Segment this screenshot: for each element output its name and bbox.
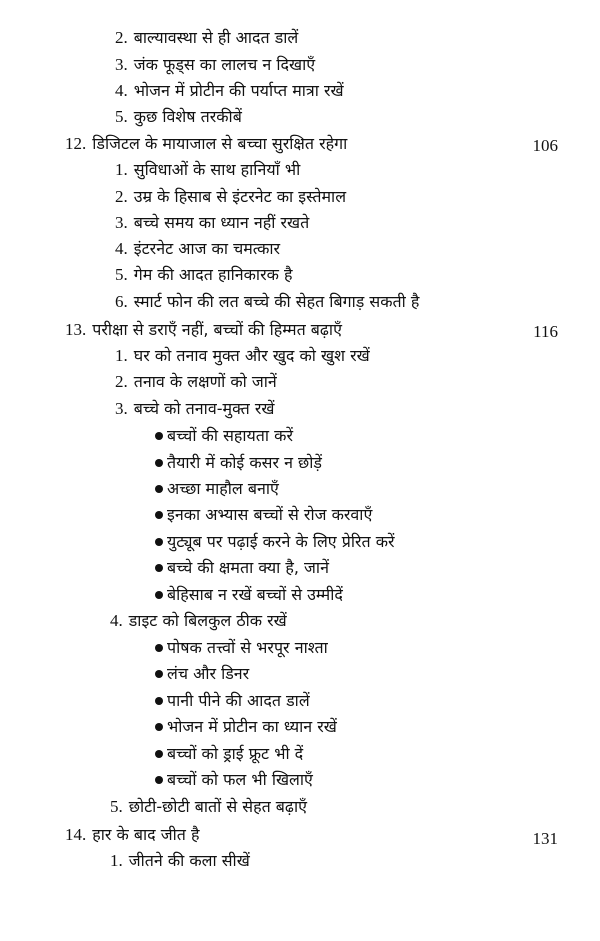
item-text: जीतने की कला सीखें <box>128 851 250 870</box>
bullet-text: बच्चों को फल भी खिलाएँ <box>167 770 313 789</box>
toc-subitem <box>0 210 600 236</box>
bullet-icon <box>155 723 163 731</box>
bullet-text: बेहिसाब न रखें बच्चों से उम्मीदें <box>167 585 343 604</box>
chapter-heading <box>0 131 600 157</box>
bullet-text: तैयारी में कोई कसर न छोड़ें <box>167 453 322 472</box>
item-number: 2. <box>115 372 128 391</box>
toc-subitem <box>0 794 600 820</box>
chapter-page-number: 116 <box>533 322 558 341</box>
bullet-icon <box>155 564 163 572</box>
toc-bullet-item <box>0 476 600 502</box>
toc-bullet-item <box>0 423 600 449</box>
toc-subitem <box>0 157 600 183</box>
bullet-icon <box>155 750 163 758</box>
bullet-text: लंच और डिनर <box>167 664 250 683</box>
bullet-icon <box>155 776 163 784</box>
bullet-icon <box>155 644 163 652</box>
chapter-title: हार के बाद जीत है <box>92 825 200 844</box>
chapter-page-number: 131 <box>532 829 558 848</box>
chapter-number: 14. <box>65 825 87 844</box>
bullet-text: बच्चे की क्षमता क्या है, जानें <box>167 558 329 577</box>
toc-bullet-item <box>0 688 600 714</box>
item-number: 1. <box>115 160 128 179</box>
bullet-icon <box>155 670 163 678</box>
item-text: डाइट को बिलकुल ठीक रखें <box>128 611 287 630</box>
chapter-number: 12. <box>65 134 87 153</box>
toc-bullet-item <box>0 502 600 528</box>
bullet-text: भोजन में प्रोटीन का ध्यान रखें <box>167 717 337 736</box>
item-number: 1. <box>110 851 123 870</box>
chapter-heading <box>0 317 600 343</box>
item-text: बच्चे को तनाव-मुक्त रखें <box>133 399 275 418</box>
bullet-text: इनका अभ्यास बच्चों से रोज करवाएँ <box>167 505 373 524</box>
toc-subitem <box>0 289 600 315</box>
item-number: 3. <box>115 399 128 418</box>
item-number: 4. <box>110 611 123 630</box>
chapter-heading <box>0 822 600 848</box>
item-text: स्मार्ट फोन की लत बच्चे की सेहत बिगाड़ सकती है <box>133 292 420 311</box>
chapter-title: परीक्षा से डराएँ नहीं, बच्चों की हिम्मत बढ़ाएँ <box>92 320 342 339</box>
toc-subitem <box>0 396 600 422</box>
toc-subitem <box>0 25 600 51</box>
toc-bullet-item <box>0 450 600 476</box>
item-number: 5. <box>115 107 128 126</box>
item-number: 2. <box>115 28 128 47</box>
item-number: 2. <box>115 187 128 206</box>
toc-bullet-item <box>0 741 600 767</box>
bullet-text: पोषक तत्त्वों से भरपूर नाश्ता <box>167 638 328 657</box>
toc-bullet-item <box>0 714 600 740</box>
item-text: भोजन में प्रोटीन की पर्याप्त मात्रा रखें <box>133 81 344 100</box>
toc-subitem <box>0 184 600 210</box>
item-number: 1. <box>115 346 128 365</box>
toc-subitem <box>0 104 600 130</box>
toc-bullet-item <box>0 582 600 608</box>
toc-subitem <box>0 343 600 369</box>
toc-subitem <box>0 262 600 288</box>
bullet-text: बच्चों को ड्राई फ्रूट भी दें <box>167 744 304 763</box>
toc-bullet-item <box>0 529 600 555</box>
item-text: गेम की आदत हानिकारक है <box>133 265 293 284</box>
item-text: सुविधाओं के साथ हानियाँ भी <box>133 160 301 179</box>
item-text: तनाव के लक्षणों को जानें <box>133 372 277 391</box>
toc-subitem <box>0 78 600 104</box>
item-number: 5. <box>110 797 123 816</box>
item-number: 3. <box>115 213 128 232</box>
toc-bullet-item <box>0 661 600 687</box>
bullet-text: युट्यूब पर पढ़ाई करने के लिए प्रेरित करें <box>167 532 395 551</box>
bullet-icon <box>155 511 163 519</box>
item-number: 6. <box>115 292 128 311</box>
chapter-number: 13. <box>65 320 87 339</box>
item-text: बच्चे समय का ध्यान नहीं रखते <box>133 213 310 232</box>
chapter-title: डिजिटल के मायाजाल से बच्चा सुरक्षित रहेगा <box>92 134 348 153</box>
bullet-icon <box>155 591 163 599</box>
toc-subitem <box>0 608 600 634</box>
bullet-icon <box>155 459 163 467</box>
item-text: उम्र के हिसाब से इंटरनेट का इस्तेमाल <box>133 187 347 206</box>
item-text: बाल्यावस्था से ही आदत डालें <box>133 28 299 47</box>
item-text: इंटरनेट आज का चमत्कार <box>133 239 281 258</box>
bullet-icon <box>155 485 163 493</box>
item-number: 4. <box>115 81 128 100</box>
item-text: कुछ विशेष तरकीबें <box>133 107 242 126</box>
item-text: घर को तनाव मुक्त और खुद को खुश रखें <box>133 346 370 365</box>
toc-subitem <box>0 369 600 395</box>
item-number: 3. <box>115 55 128 74</box>
toc-bullet-item <box>0 635 600 661</box>
item-number: 5. <box>115 265 128 284</box>
item-text: जंक फूड्स का लालच न दिखाएँ <box>133 55 316 74</box>
toc-subitem <box>0 848 600 874</box>
bullet-icon <box>155 538 163 546</box>
chapter-page-number: 106 <box>532 136 558 155</box>
item-number: 4. <box>115 239 128 258</box>
bullet-icon <box>155 432 163 440</box>
bullet-icon <box>155 697 163 705</box>
toc-bullet-item <box>0 555 600 581</box>
toc-subitem <box>0 52 600 78</box>
toc-bullet-item <box>0 767 600 793</box>
bullet-text: अच्छा माहौल बनाएँ <box>167 479 279 498</box>
bullet-text: पानी पीने की आदत डालें <box>167 691 310 710</box>
item-text: छोटी-छोटी बातों से सेहत बढ़ाएँ <box>128 797 307 816</box>
bullet-text: बच्चों की सहायता करें <box>167 426 293 445</box>
toc-subitem <box>0 236 600 262</box>
